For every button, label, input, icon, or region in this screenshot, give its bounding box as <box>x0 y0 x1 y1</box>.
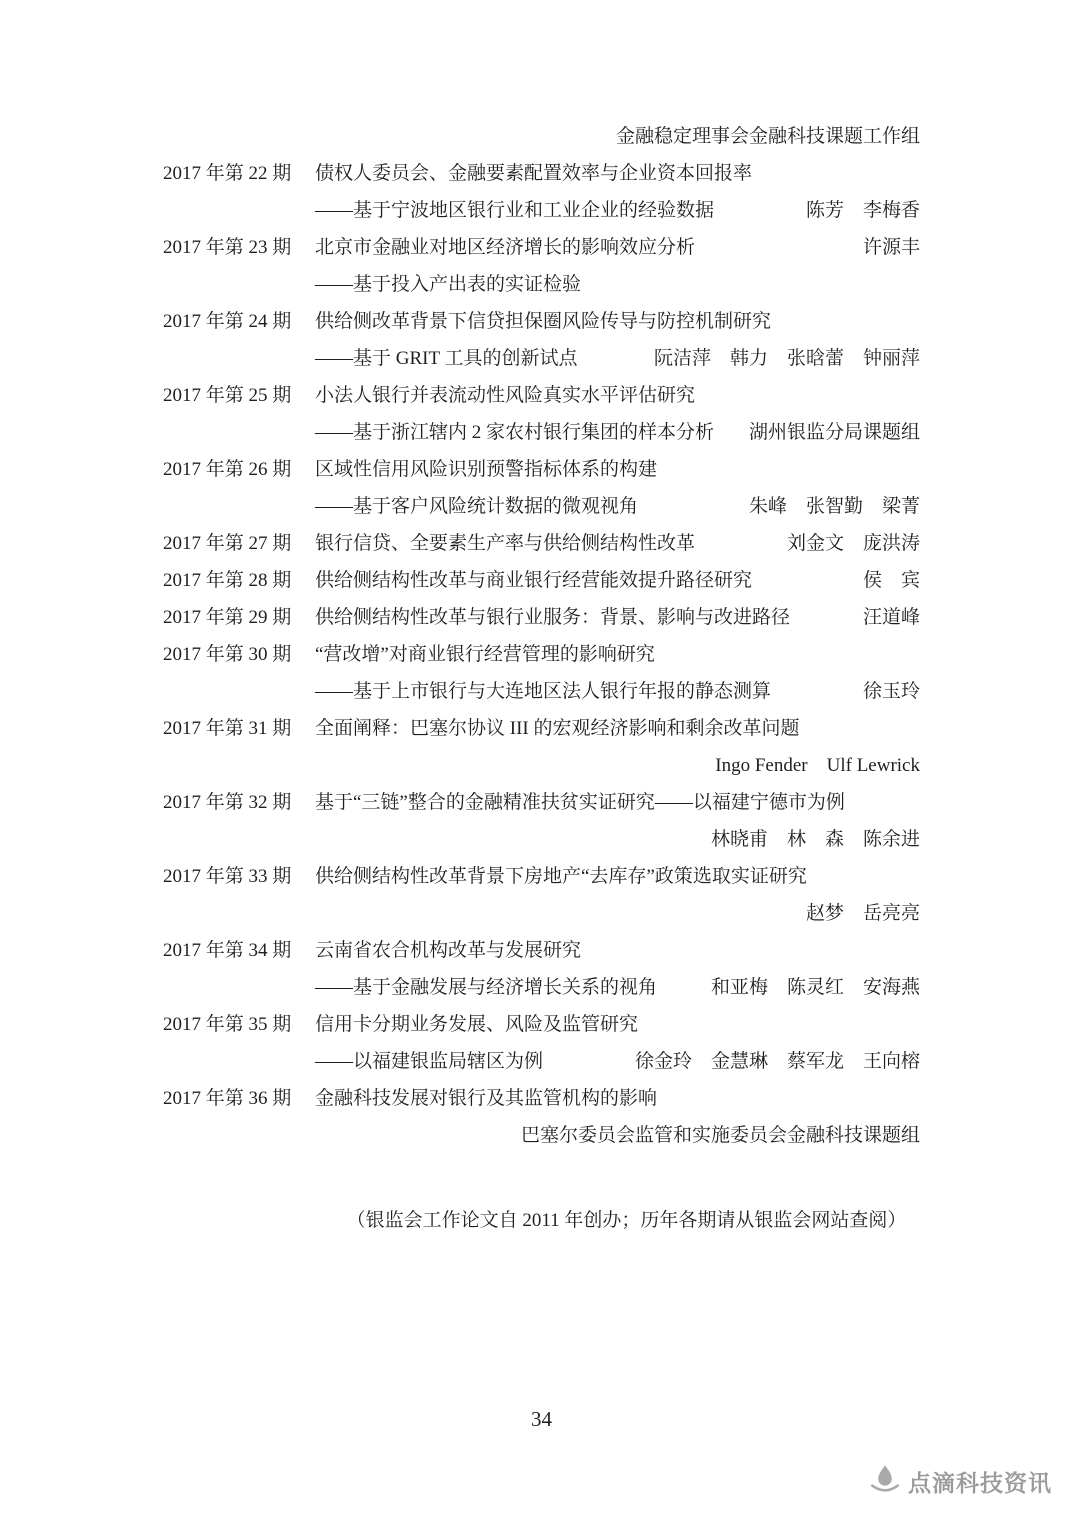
paper-row <box>163 673 920 710</box>
paper-row <box>163 599 920 636</box>
paper-authors: 巴塞尔委员会监管和实施委员会金融科技课题组 <box>520 1125 920 1146</box>
paper-row <box>163 562 920 599</box>
issue-label: 2017 年第 35 期 <box>163 1014 292 1035</box>
paper-title: 供给侧结构性改革与商业银行经营能效提升路径研究 <box>315 570 753 591</box>
paper-row <box>163 488 920 525</box>
paper-row <box>163 1117 920 1154</box>
paper-authors: 陈芳 李梅香 <box>805 200 920 221</box>
paper-row <box>163 229 920 266</box>
paper-title: 供给侧结构性改革背景下房地产“去库存”政策选取实证研究 <box>315 866 807 887</box>
paper-subtitle: ——基于浙江辖内 2 家农村银行集团的样本分析 <box>315 422 715 443</box>
issue-label: 2017 年第 27 期 <box>163 533 292 554</box>
paper-row <box>163 1043 920 1080</box>
paper-title: 云南省农合机构改革与发展研究 <box>315 940 582 961</box>
issue-label: 2017 年第 23 期 <box>163 237 292 258</box>
paper-list <box>163 155 920 1154</box>
paper-title: “营改增”对商业银行经营管理的影响研究 <box>315 644 655 665</box>
issue-label: 2017 年第 29 期 <box>163 607 292 628</box>
paper-row <box>163 340 920 377</box>
watermark-text: 点滴科技资讯 <box>908 1469 1052 1496</box>
issue-label: 2017 年第 33 期 <box>163 866 292 887</box>
paper-authors: 林晓甫 林 森 陈余进 <box>710 829 920 850</box>
paper-authors: 朱峰 张智勤 梁菁 <box>748 496 920 517</box>
paper-authors: 阮洁萍 韩力 张晗蕾 钟丽萍 <box>653 348 920 369</box>
paper-row <box>163 377 920 414</box>
paper-title: 银行信贷、全要素生产率与供给侧结构性改革 <box>315 533 696 554</box>
paper-row <box>163 525 920 562</box>
paper-subtitle: ——基于宁波地区银行业和工业企业的经验数据 <box>315 200 715 221</box>
paper-row <box>163 858 920 895</box>
paper-title: 区域性信用风险识别预警指标体系的构建 <box>315 459 658 480</box>
paper-row <box>163 821 920 858</box>
paper-row <box>163 192 920 229</box>
issue-label: 2017 年第 31 期 <box>163 718 292 739</box>
paper-authors: 刘金文 庞洪涛 <box>786 533 920 554</box>
paper-row <box>163 969 920 1006</box>
paper-subtitle: ——基于 GRIT 工具的创新试点 <box>315 348 578 369</box>
paper-title: 供给侧结构性改革与银行业服务：背景、影响与改进路径 <box>315 607 791 628</box>
issue-label: 2017 年第 22 期 <box>163 163 292 184</box>
paper-row <box>163 710 920 747</box>
footnote: （银监会工作论文自 2011 年创办；历年各期请从银监会网站查阅） <box>346 1210 907 1231</box>
paper-row <box>163 451 920 488</box>
paper-row <box>163 266 920 303</box>
paper-title: 供给侧改革背景下信贷担保圈风险传导与防控机制研究 <box>315 311 772 332</box>
paper-row <box>163 1006 920 1043</box>
paper-row <box>163 636 920 673</box>
paper-authors: 许源丰 <box>862 237 920 258</box>
paper-subtitle: ——基于金融发展与经济增长关系的视角 <box>315 977 658 998</box>
paper-authors: 汪道峰 <box>862 607 920 628</box>
paper-title: 基于“三链”整合的金融精准扶贫实证研究——以福建宁德市为例 <box>315 792 845 813</box>
paper-authors: 和亚梅 陈灵红 安海燕 <box>710 977 920 998</box>
issue-label: 2017 年第 34 期 <box>163 940 292 961</box>
paper-subtitle: ——基于上市银行与大连地区法人银行年报的静态测算 <box>315 681 772 702</box>
paper-row <box>163 784 920 821</box>
paper-title: 信用卡分期业务发展、风险及监管研究 <box>315 1014 639 1035</box>
paper-row <box>163 895 920 932</box>
paper-authors: 赵梦 岳亮亮 <box>805 903 920 924</box>
paper-title: 债权人委员会、金融要素配置效率与企业资本回报率 <box>315 163 753 184</box>
header-attribution: 金融稳定理事会金融科技课题工作组 <box>615 126 920 147</box>
paper-title: 全面阐释：巴塞尔协议 III 的宏观经济影响和剩余改革问题 <box>315 718 800 739</box>
header-row <box>163 118 920 155</box>
paper-authors: 徐金玲 金慧琳 蔡军龙 王向榕 <box>634 1051 920 1072</box>
paper-row <box>163 1080 920 1117</box>
paper-subtitle: ——基于客户风险统计数据的微观视角 <box>315 496 639 517</box>
paper-authors: 徐玉玲 <box>862 681 920 702</box>
paper-authors: 侯 宾 <box>862 570 920 591</box>
paper-subtitle: ——以福建银监局辖区为例 <box>315 1051 544 1072</box>
issue-label: 2017 年第 28 期 <box>163 570 292 591</box>
paper-title: 北京市金融业对地区经济增长的影响效应分析 <box>315 237 696 258</box>
issue-label: 2017 年第 24 期 <box>163 311 292 332</box>
watermark <box>868 1461 1052 1501</box>
paper-title: 小法人银行并表流动性风险真实水平评估研究 <box>315 385 696 406</box>
issue-label: 2017 年第 25 期 <box>163 385 292 406</box>
paper-row <box>163 747 920 784</box>
issue-label: 2017 年第 30 期 <box>163 644 292 665</box>
issue-label: 2017 年第 36 期 <box>163 1088 292 1109</box>
paper-authors: Ingo Fender Ulf Lewrick <box>715 755 920 776</box>
page-number: 34 <box>531 1407 552 1431</box>
paper-authors: 湖州银监分局课题组 <box>748 422 920 443</box>
paper-row <box>163 155 920 192</box>
paper-row <box>163 414 920 451</box>
issue-label: 2017 年第 26 期 <box>163 459 292 480</box>
issue-label: 2017 年第 32 期 <box>163 792 292 813</box>
paper-title: 金融科技发展对银行及其监管机构的影响 <box>315 1088 658 1109</box>
paper-row <box>163 932 920 969</box>
paper-row <box>163 303 920 340</box>
watermark-logo-icon <box>868 1461 902 1501</box>
paper-subtitle: ——基于投入产出表的实证检验 <box>315 274 582 295</box>
